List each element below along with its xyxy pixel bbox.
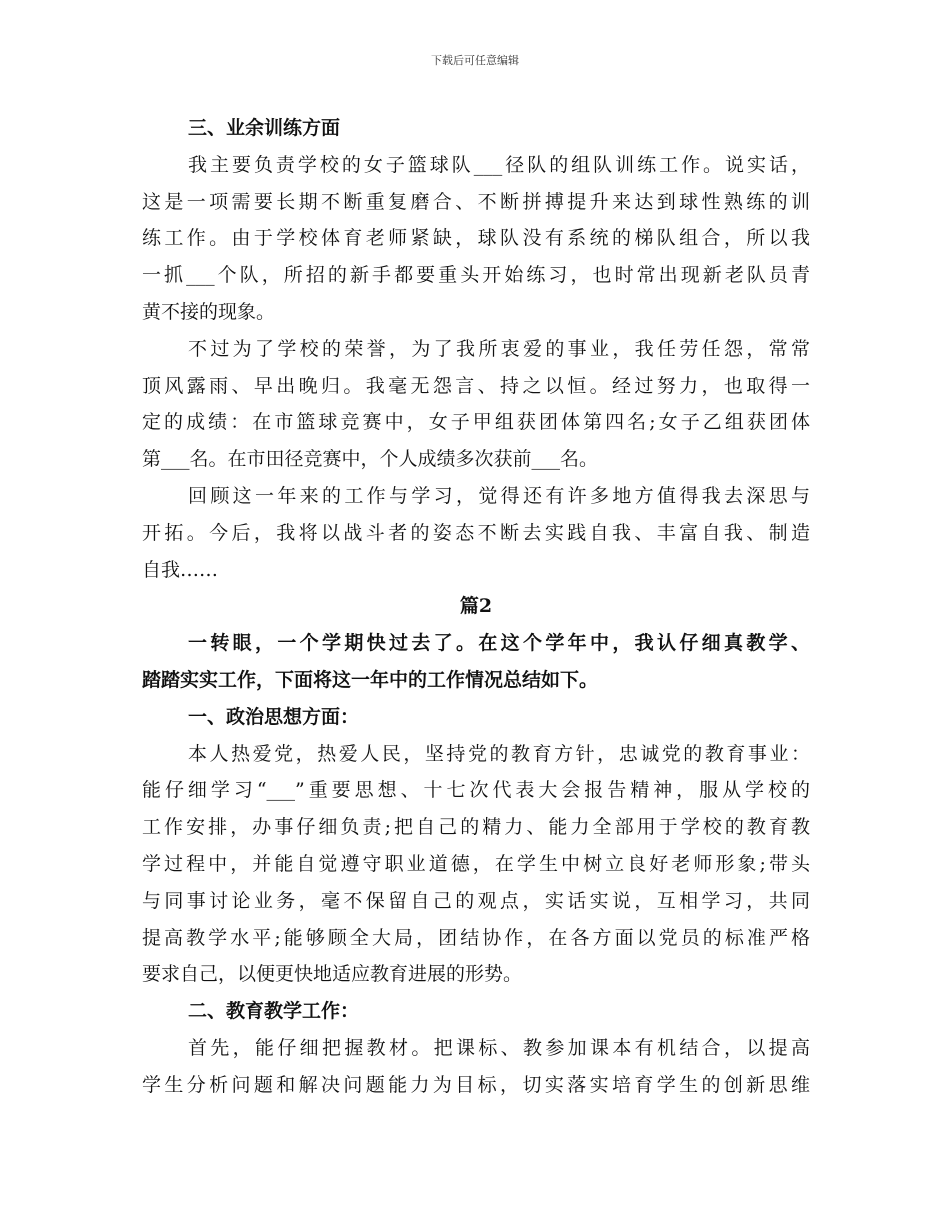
text-line: 与同事讨论业务，毫不保留自己的观点，实话实说，互相学习，共同 — [142, 889, 810, 912]
page-header: 下载后可任意编辑 — [431, 54, 519, 67]
heading-line: 一转眼，一个学期快过去了。在这个学年中，我认仔细真教学、 — [188, 632, 810, 655]
text-line: 这是一项需要长期不断重复磨合、不断拼搏提升来达到球性熟练的训 — [142, 190, 810, 213]
text-line: 本人热爱党，热爱人民，坚持党的教育方针，忠诚党的教育事业： — [188, 742, 810, 765]
text-line: 学过程中，并能自觉遵守职业道德，在学生中树立良好老师形象;带头 — [142, 852, 810, 875]
text-line: 开拓。今后，我将以战斗者的姿态不断去实践自我、丰富自我、制造 — [142, 521, 810, 544]
document-body — [142, 110, 810, 1104]
text-line: 练工作。由于学校体育老师紧缺，球队没有系统的梯队组合，所以我 — [142, 227, 810, 250]
text-line: 顶风露雨、早出晚归。我毫无怨言、持之以恒。经过努力，也取得一 — [142, 374, 810, 397]
heading-line: 一、政治思想方面： — [188, 705, 360, 728]
heading-line: 二、教育教学工作： — [188, 1000, 360, 1023]
text-line: 提高教学水平;能够顾全大局，团结协作，在各方面以党员的标准严格 — [142, 926, 810, 949]
text-line: 能仔细学习“___”重要思想、十七次代表大会报告精神，服从学校的 — [142, 779, 810, 802]
text-line: 我主要负责学校的女子篮球队___径队的组队训练工作。说实话， — [188, 153, 810, 176]
heading-line: 踏踏实实工作，下面将这一年中的工作情况总结如下。 — [142, 668, 599, 691]
text-line: 一抓___个队，所招的新手都要重头开始练习，也时常出现新老队员青 — [142, 264, 810, 287]
text-line: 工作安排，办事仔细负责;把自己的精力、能力全部用于学校的教育教 — [142, 816, 810, 839]
text-line: 自我…… — [142, 558, 219, 581]
heading-line: 三、业余训练方面 — [188, 117, 341, 139]
text-line: 不过为了学校的荣誉，为了我所衷爱的事业，我任劳任怨，常常 — [188, 337, 810, 360]
text-line: 第___名。在市田径竞赛中，个人成绩多次获前___名。 — [142, 448, 599, 471]
text-line: 回顾这一年来的工作与学习，觉得还有许多地方值得我去深思与 — [188, 484, 810, 507]
text-line: 首先，能仔细把握教材。把课标、教参加课本有机结合，以提高 — [188, 1036, 810, 1059]
section-heading: 篇2 — [459, 595, 493, 618]
text-line: 黄不接的现象。 — [142, 300, 276, 323]
text-line: 学生分析问题和解决问题能力为目标，切实落实培育学生的创新思维 — [142, 1073, 810, 1096]
text-line: 定的成绩：在市篮球竞赛中，女子甲组获团体第四名;女子乙组获团体 — [142, 411, 810, 434]
text-line: 要求自己，以便更快地适应教育进展的形势。 — [142, 963, 523, 986]
